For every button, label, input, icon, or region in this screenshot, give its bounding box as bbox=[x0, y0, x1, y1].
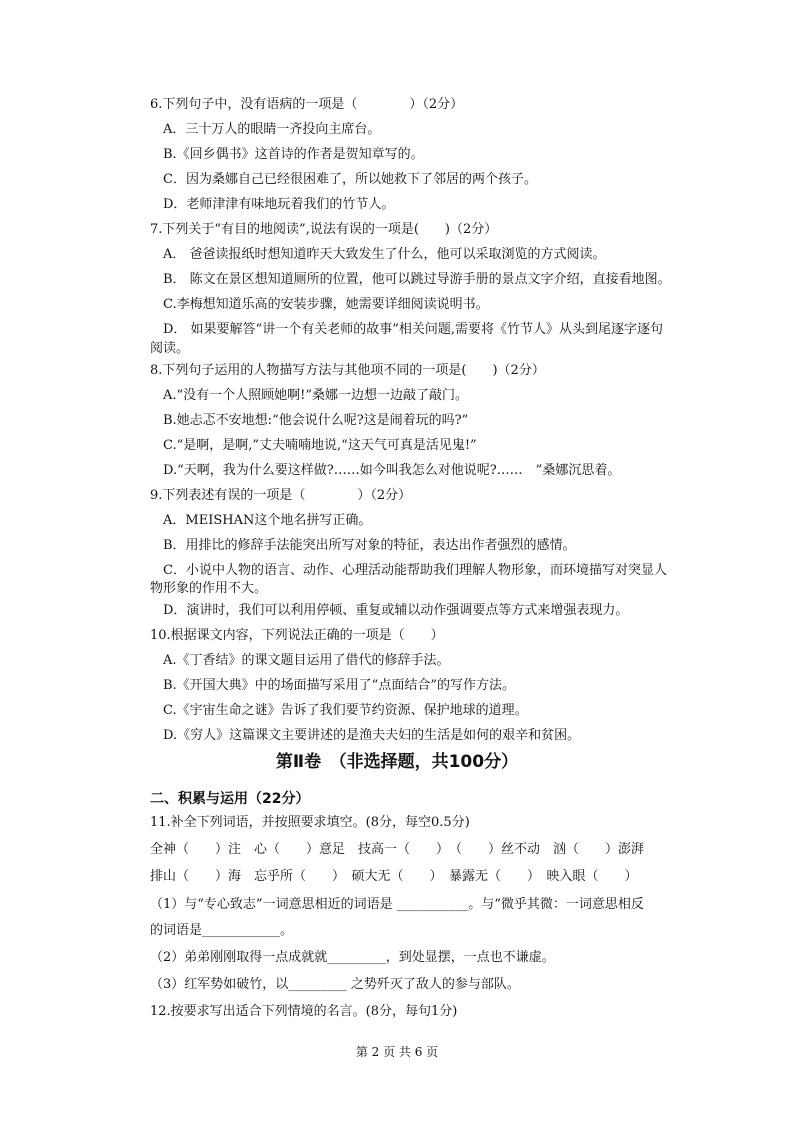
question-7-option-d: D． 如果要解答“讲一个有关老师的故事”相关问题,需要将《竹节人》从头到尾逐字逐句 bbox=[163, 322, 663, 337]
question-7-option-d-continued: 阅读。 bbox=[150, 341, 190, 356]
question-11-sub-3: （3）红军势如破竹，以_________ 之势歼灭了敌人的参与部队。 bbox=[150, 977, 520, 992]
question-11-sub-1-continued: 的词语是____________。 bbox=[150, 923, 294, 938]
question-9-option-b: B．用排比的修辞手法能突出所写对象的特征，表达出作者强烈的感情。 bbox=[163, 538, 576, 553]
question-8-option-a: A.“没有一个人照顾她啊!”桑娜一边想一边敲了敲门。 bbox=[163, 388, 469, 403]
question-10-stem: 10.根据课文内容，下列说法正确的一项是（ ） bbox=[150, 628, 444, 643]
question-7-stem: 7.下列关于“有目的地阅读”,说法有误的一项是( )（2分） bbox=[150, 222, 498, 237]
question-8-stem: 8.下列句子运用的人物描写方法与其他项不同的一项是( )（2分） bbox=[150, 363, 545, 378]
question-12-stem: 12.按要求写出适合下列情境的名言。(8分，每句1分) bbox=[150, 1004, 458, 1019]
question-10-option-a: A.《丁香结》的课文题目运用了借代的修辞手法。 bbox=[163, 653, 450, 668]
question-6-stem: 6.下列句子中，没有语病的一项是（ ）（2分） bbox=[150, 97, 464, 112]
question-10-option-d: D.《穷人》这篇课文主要讲述的是渔夫夫妇的生活是如何的艰辛和贫困。 bbox=[163, 728, 581, 743]
page-number: 第 2 页 共 6 页 bbox=[355, 1045, 439, 1059]
question-9-option-c: C．小说中人物的语言、动作、心理活动能帮助我们理解人物形象，而环境描写对突显人 bbox=[163, 563, 667, 578]
question-7-option-c: C.李梅想知道乐高的安装步骤，她需要详细阅读说明书。 bbox=[163, 297, 489, 312]
question-9-option-d: D．演讲时，我们可以利用停顿、重复或辅以动作强调要点等方式来增强表现力。 bbox=[163, 603, 629, 618]
section-2-heading: 二、积累与运用（22分） bbox=[150, 791, 310, 807]
question-11-sub-2: （2）弟弟刚刚取得一点成就就_________，到处显摆，一点也不谦虚。 bbox=[150, 950, 555, 965]
question-6-option-a: A．三十万人的眼睛一齐投向主席台。 bbox=[163, 122, 381, 137]
question-9-stem: 9.下列表述有误的一项是（ ）（2分） bbox=[150, 488, 412, 503]
question-10-option-b: B.《开国大典》中的场面描写采用了“点面结合”的写作方法。 bbox=[163, 678, 515, 693]
question-7-option-b: B． 陈文在景区想知道厕所的位置，他可以跳过导游手册的景点文字介绍，直接看地图。 bbox=[163, 272, 671, 287]
question-8-option-c: C.“是啊，是啊,”丈夫喃喃地说,“这天气可真是活见鬼!” bbox=[163, 438, 477, 453]
question-8-option-d: D.“天啊，我为什么要这样做?……如今叫我怎么对他说呢?…… ”桑娜沉思着。 bbox=[163, 463, 621, 478]
section-2-title: 第Ⅱ卷 （非选择题，共100分） bbox=[275, 752, 519, 772]
question-6-option-b: B.《回乡偶书》这首诗的作者是贺知章写的。 bbox=[163, 147, 424, 162]
question-11-sub-1: （1）与“专心致志”一词意思相近的词语是 ___________。与“微乎其微：一词意思相反 bbox=[150, 897, 644, 912]
question-11-word-row-2: 排山（ ）海 忘乎所（ ） 硕大无（ ） 暴露无（ ） 映入眼（ ） bbox=[150, 869, 638, 884]
question-9-option-c-continued: 物形象的作用不大。 bbox=[150, 581, 268, 596]
question-11-stem: 11.补全下列词语，并按照要求填空。(8分，每空0.5分) bbox=[150, 815, 470, 830]
question-9-option-a: A．MEISHAN这个地名拼写正确。 bbox=[163, 513, 372, 528]
question-7-option-a: A． 爸爸读报纸时想知道昨天大致发生了什么，他可以采取浏览的方式阅读。 bbox=[163, 247, 606, 262]
question-6-option-c: C．因为桑娜自己已经很困难了，所以她救下了邻居的两个孩子。 bbox=[163, 172, 537, 187]
question-8-option-b: B.她忐忑不安地想:“他会说什么呢?这是闹着玩的吗?” bbox=[163, 413, 469, 428]
question-10-option-c: C.《宇宙生命之谜》告诉了我们要节约资源、保护地球的道理。 bbox=[163, 703, 528, 718]
question-11-word-row-1: 全神（ ）注 心（ ）意足 技高一（ ） （ ）丝不动 汹（ ）澎湃 bbox=[150, 842, 645, 857]
question-6-option-d: D．老师津津有味地玩着我们的竹节人。 bbox=[163, 197, 395, 212]
